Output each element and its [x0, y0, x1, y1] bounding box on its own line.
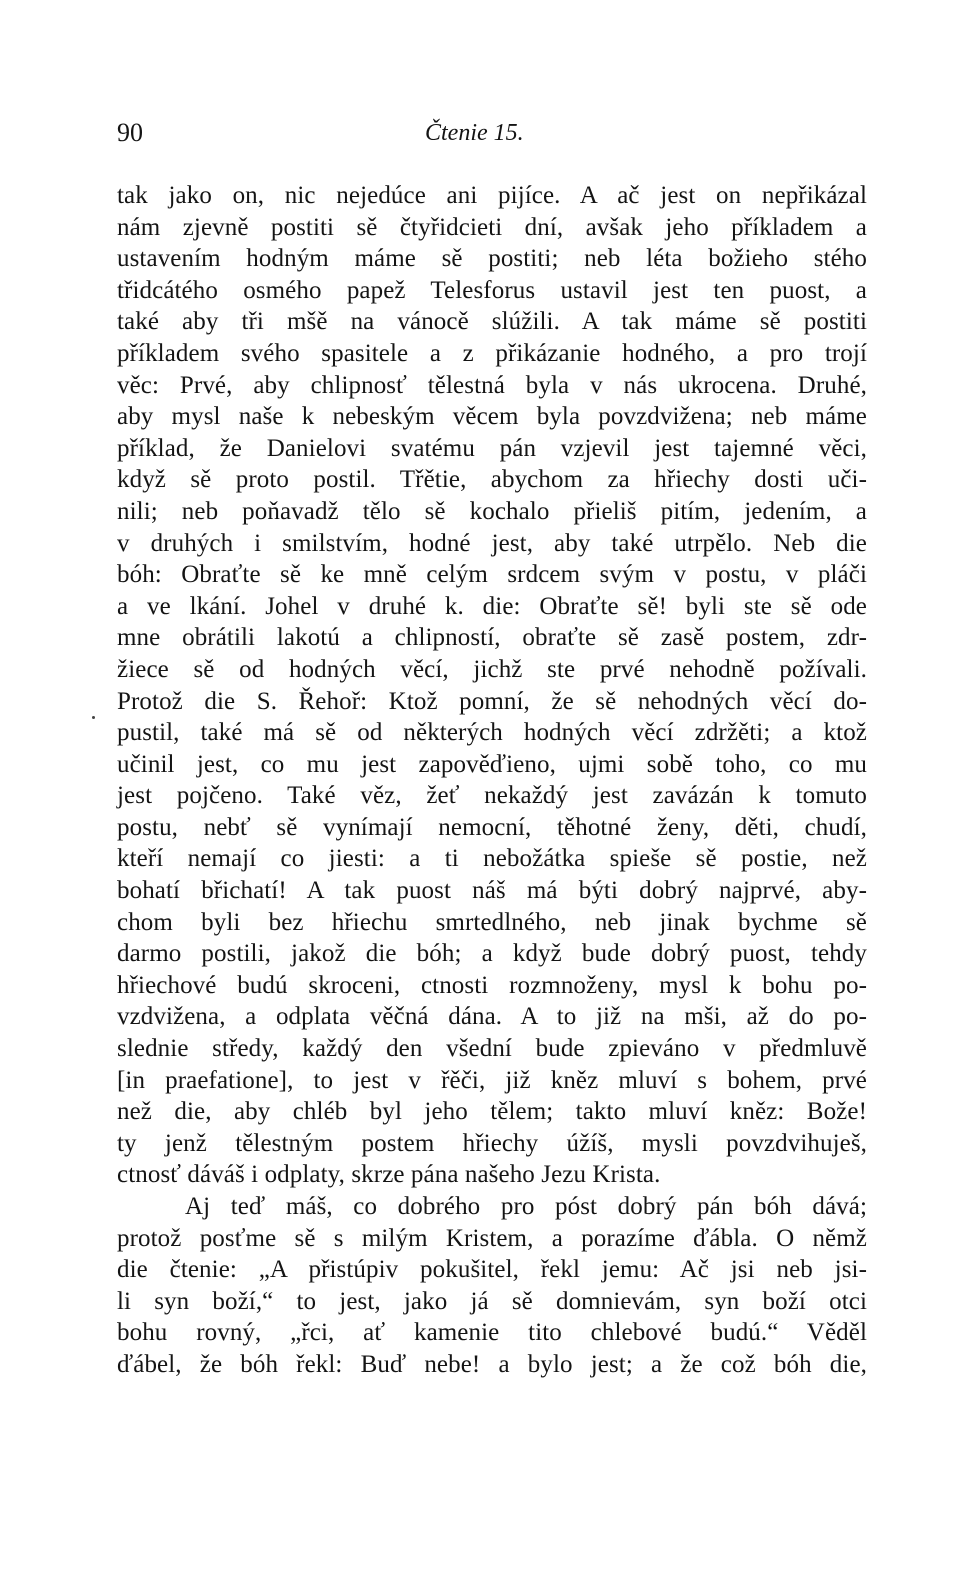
running-head: Čtenie 15.: [425, 120, 524, 146]
text-line: a ve lkání. Johel v druhé k. die: Obraťte sě! byli ste sě ode: [117, 592, 867, 620]
text-line: chom byli bez hřiechu smrtedlného, neb jinak bychme sě: [117, 908, 867, 936]
text-line: postu, nebť sě vynímají nemocní, těhotné ženy, děti, chudí,: [117, 813, 867, 841]
text-line: ty jenž tělestným postem hřiechy úžíš, mysli povzdvihuješ,: [117, 1129, 867, 1157]
text-line: nám zjevně postiti sě čtyřidcieti dní, avšak jeho příkladem a: [117, 213, 867, 241]
text-line: pustil, také má sě od některých hodných věcí zdržěti; a ktož: [117, 719, 867, 747]
text-line: Aj teď máš, co dobrého pro póst dobrý pán bóh dává;: [185, 1193, 867, 1220]
text-line: aby mysl naše k nebeským věcem byla povzdvižena; neb máme: [117, 403, 867, 431]
text-line: také aby tři mšě na vánocě slúžili. A tak máme sě postiti: [117, 308, 867, 336]
page-number: 90: [117, 118, 143, 147]
text-line: li syn boží,“ to jest, jako já sě domnievám, syn boží otci: [117, 1287, 867, 1315]
text-line: když sě proto postil. Třětie, abychom za hřiechy dosti uči-: [117, 466, 867, 494]
body-text: [117, 180, 867, 1381]
text-line: [in praefatione], to jest v řěči, již kněz mluví s bohem, prvé: [117, 1066, 867, 1094]
text-line: kteří nemají co jiesti: a ti nebožátka spieše sě postie, než: [117, 845, 867, 873]
text-line: třidcátého osmého papež Telesforus ustavil jest ten puost, a: [117, 276, 867, 304]
text-line: darmo postili, jakož die bóh; a když bude dobrý puost, tehdy: [117, 940, 867, 968]
margin-mark: [92, 716, 95, 719]
text-line: ustavením hodným máme sě postiti; neb léta božieho stého: [117, 245, 867, 273]
text-line: vzdvižena, a odplata věčná dána. A to již na mši, až do po-: [117, 1003, 867, 1031]
text-line: věc: Prvé, aby chlipnosť tělestná byla v nás ukrocena. Druhé,: [117, 371, 867, 399]
text-line: jest pojčeno. Také věz, žeť nekaždý jest zavázán k tomuto: [117, 782, 867, 810]
text-line: učinil jest, co mu jest zapověďieno, ujmi sobě toho, co mu: [117, 750, 867, 778]
text-line: příkladem svého spasitele a z přikázanie hodného, a pro trojí: [117, 339, 867, 367]
text-line: v druhých i smilstvím, hodné jest, aby také utrpělo. Neb die: [117, 529, 867, 557]
text-line: ctnosť dáváš i odplaty, skrze pána našeho Jezu Krista.: [117, 1161, 661, 1189]
text-line: mne obrátili lakotú a chlipností, obraťte sě zasě postem, zdr-: [117, 624, 867, 652]
text-line: die čtenie: „A přistúpiv pokušitel, řekl jemu: Ač jsi neb jsi-: [117, 1256, 867, 1284]
text-line: nili; neb poňavadž tělo sě kochalo přieliš pitím, jedením, a: [117, 497, 867, 525]
text-line: ďábel, že bóh řekl: Buď nebe! a bylo jest; a že což bóh die,: [117, 1350, 867, 1378]
text-line: žiece sě od hodných věcí, jichž ste prvé nehodně požívali.: [117, 655, 867, 683]
text-line: Protož die S. Řehoř: Ktož pomní, že sě nehodných věcí do-: [117, 687, 867, 715]
text-line: bohatí břichatí! A tak puost náš má býti dobrý najprvé, aby-: [117, 877, 867, 905]
text-line: bohu rovný, „řci, ať kamenie tito chlebové budú.“ Věděl: [117, 1319, 867, 1347]
text-line: příklad, že Danielovi svatému pán vzjevil jest tajemné věci,: [117, 434, 867, 462]
text-line: protož posťme sě s milým Kristem, a porazíme ďábla. O němž: [117, 1224, 867, 1252]
text-line: tak jako on, nic nejedúce ani pijíce. A ač jest on nepřikázal: [117, 182, 867, 209]
text-line: hřiechové budú skroceni, ctnosti rozmnoženy, mysl k bohu po-: [117, 971, 867, 999]
text-line: slednie středy, každý den všední bude zpieváno v předmluvě: [117, 1035, 867, 1063]
text-line: než die, aby chléb byl jeho tělem; takto mluví kněz: Bože!: [117, 1098, 867, 1126]
text-line: bóh: Obraťte sě ke mně celým srdcem svým v postu, v pláči: [117, 561, 867, 589]
